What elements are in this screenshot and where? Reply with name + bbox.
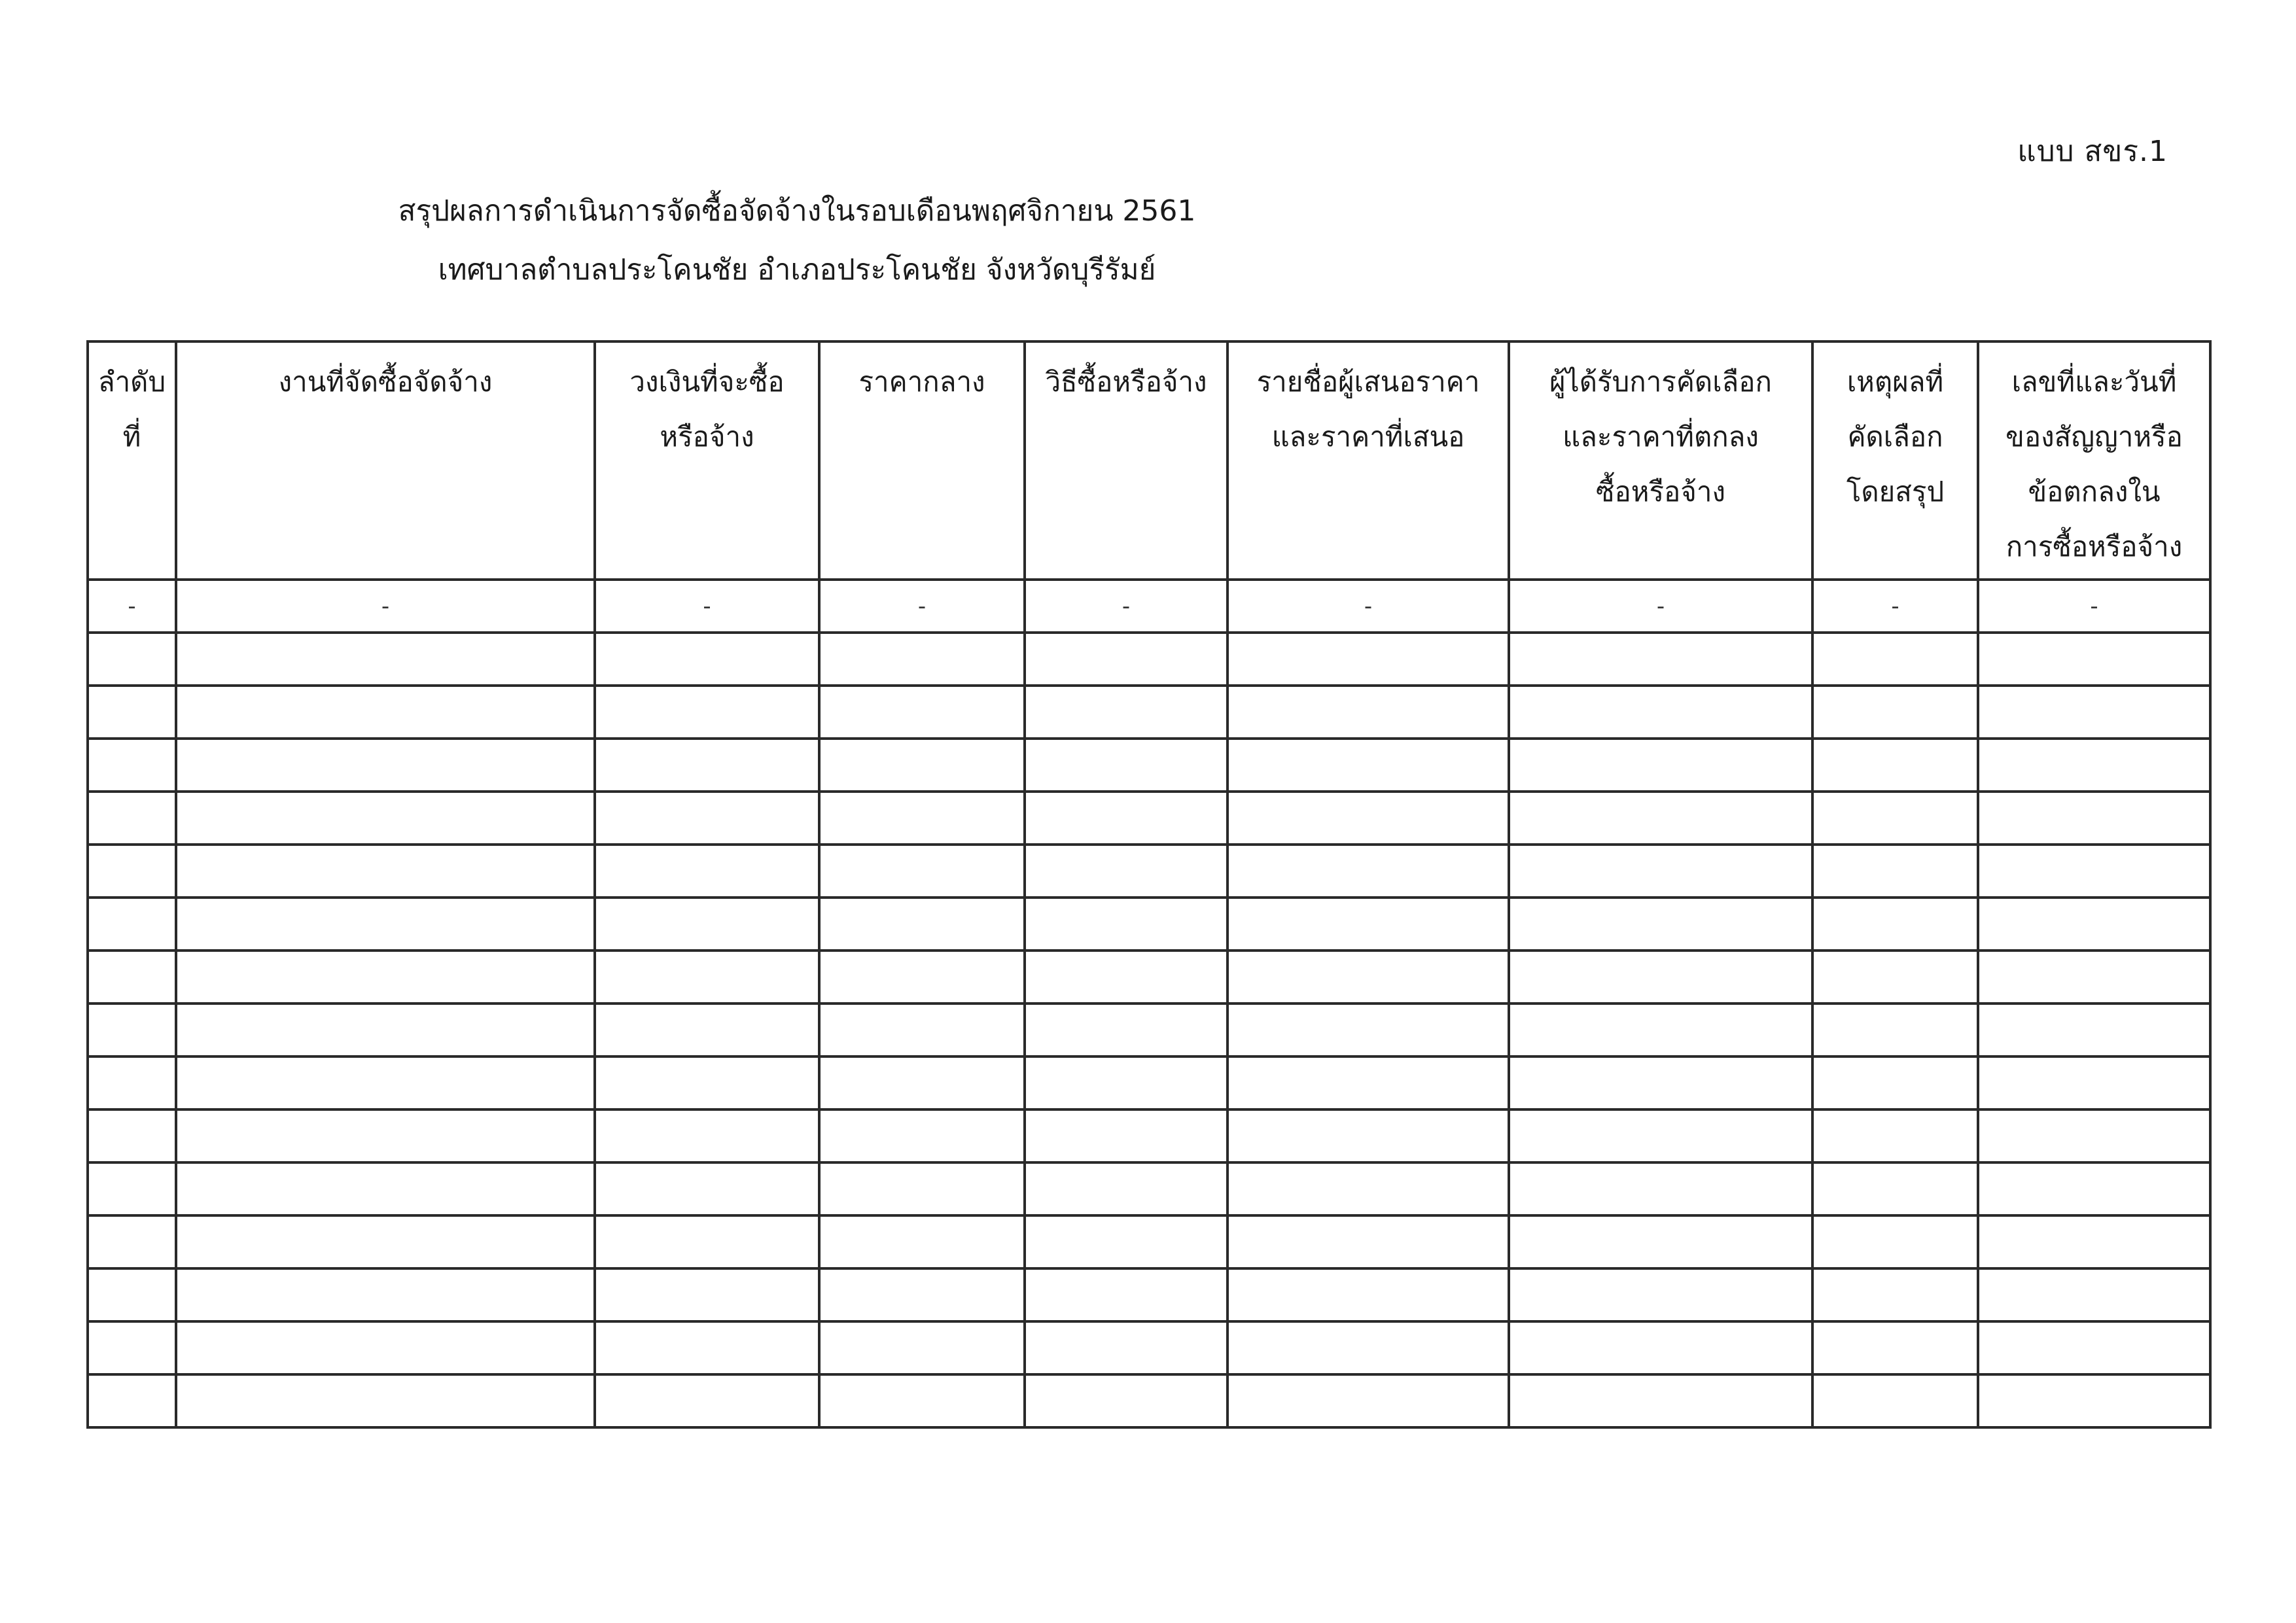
- cell-budget: [595, 951, 819, 1003]
- cell-no: [88, 1056, 176, 1109]
- cell-budget: -: [595, 580, 819, 633]
- cell-selected-vendor: [1509, 633, 1812, 686]
- cell-selected-vendor: [1509, 739, 1812, 792]
- cell-selected-vendor: [1509, 845, 1812, 898]
- cell-selected-vendor: [1509, 1162, 1812, 1215]
- cell-work-item: [176, 845, 595, 898]
- cell-selected-vendor: [1509, 1215, 1812, 1268]
- cell-reason: [1812, 1109, 1978, 1162]
- cell-budget: [595, 1162, 819, 1215]
- cell-work-item: [176, 633, 595, 686]
- cell-no: [88, 1109, 176, 1162]
- cell-no: [88, 845, 176, 898]
- cell-contract: [1978, 1268, 2210, 1321]
- cell-selected-vendor: [1509, 1003, 1812, 1056]
- cell-method: [1025, 686, 1227, 739]
- cell-contract: -: [1978, 580, 2210, 633]
- cell-budget: [595, 1321, 819, 1374]
- cell-reason: [1812, 633, 1978, 686]
- cell-method: [1025, 633, 1227, 686]
- cell-budget: [595, 1215, 819, 1268]
- cell-method: [1025, 792, 1227, 845]
- cell-budget: [595, 739, 819, 792]
- cell-no: [88, 1003, 176, 1056]
- cell-work-item: [176, 1109, 595, 1162]
- cell-median-price: [819, 739, 1025, 792]
- cell-bidders: [1227, 1321, 1509, 1374]
- cell-bidders: [1227, 1003, 1509, 1056]
- cell-method: [1025, 1321, 1227, 1374]
- table-row: [88, 580, 2210, 633]
- cell-work-item: [176, 792, 595, 845]
- header-work-item: งานที่จัดซื้อจัดจ้าง: [176, 341, 595, 580]
- cell-median-price: [819, 951, 1025, 1003]
- table-row: [88, 686, 2210, 739]
- cell-bidders: [1227, 633, 1509, 686]
- cell-reason: -: [1812, 580, 1978, 633]
- cell-median-price: [819, 1003, 1025, 1056]
- cell-no: [88, 686, 176, 739]
- cell-no: -: [88, 580, 176, 633]
- cell-bidders: -: [1227, 580, 1509, 633]
- cell-contract: [1978, 1056, 2210, 1109]
- cell-bidders: [1227, 1056, 1509, 1109]
- cell-median-price: [819, 1056, 1025, 1109]
- cell-selected-vendor: [1509, 792, 1812, 845]
- cell-bidders: [1227, 898, 1509, 951]
- cell-median-price: [819, 1162, 1025, 1215]
- header-method: วิธีซื้อหรือจ้าง: [1025, 341, 1227, 580]
- cell-contract: [1978, 845, 2210, 898]
- cell-contract: [1978, 1321, 2210, 1374]
- cell-selected-vendor: [1509, 1374, 1812, 1427]
- cell-median-price: [819, 633, 1025, 686]
- cell-selected-vendor: [1509, 1321, 1812, 1374]
- form-code: แบบ สขร.1: [2017, 135, 2168, 168]
- cell-selected-vendor: [1509, 686, 1812, 739]
- cell-no: [88, 1268, 176, 1321]
- cell-reason: [1812, 1003, 1978, 1056]
- table-row: [88, 898, 2210, 951]
- cell-method: [1025, 739, 1227, 792]
- header-no: ลำดับ ที่: [88, 341, 176, 580]
- cell-work-item: [176, 1056, 595, 1109]
- cell-median-price: [819, 1109, 1025, 1162]
- cell-median-price: [819, 1268, 1025, 1321]
- cell-contract: [1978, 633, 2210, 686]
- cell-contract: [1978, 1215, 2210, 1268]
- cell-method: [1025, 1056, 1227, 1109]
- cell-no: [88, 898, 176, 951]
- cell-work-item: [176, 898, 595, 951]
- header-contract: เลขที่และวันที่ ของสัญญาหรือ ข้อตกลงใน การซื้อหรือจ้าง: [1978, 341, 2210, 580]
- cell-no: [88, 633, 176, 686]
- page-title: สรุปผลการดำเนินการจัดซื้อจัดจ้างในรอบเดือนพฤศจิกายน 2561: [398, 194, 1196, 228]
- cell-reason: [1812, 1056, 1978, 1109]
- table-row: [88, 792, 2210, 845]
- cell-work-item: [176, 1374, 595, 1427]
- cell-reason: [1812, 686, 1978, 739]
- cell-budget: [595, 1056, 819, 1109]
- cell-method: [1025, 1215, 1227, 1268]
- cell-bidders: [1227, 739, 1509, 792]
- cell-reason: [1812, 845, 1978, 898]
- table-row: [88, 1321, 2210, 1374]
- cell-median-price: [819, 845, 1025, 898]
- header-median-price: ราคากลาง: [819, 341, 1025, 580]
- cell-no: [88, 1374, 176, 1427]
- table-row: [88, 1268, 2210, 1321]
- cell-reason: [1812, 792, 1978, 845]
- cell-bidders: [1227, 1162, 1509, 1215]
- table-row: [88, 739, 2210, 792]
- cell-budget: [595, 1003, 819, 1056]
- cell-method: -: [1025, 580, 1227, 633]
- table-row: [88, 1215, 2210, 1268]
- cell-selected-vendor: [1509, 1268, 1812, 1321]
- cell-median-price: [819, 686, 1025, 739]
- table-row: [88, 1162, 2210, 1215]
- cell-budget: [595, 1109, 819, 1162]
- cell-median-price: [819, 1321, 1025, 1374]
- cell-bidders: [1227, 845, 1509, 898]
- cell-reason: [1812, 1162, 1978, 1215]
- cell-reason: [1812, 1321, 1978, 1374]
- cell-no: [88, 1162, 176, 1215]
- header-bidders: รายชื่อผู้เสนอราคา และราคาที่เสนอ: [1227, 341, 1509, 580]
- cell-contract: [1978, 898, 2210, 951]
- cell-median-price: -: [819, 580, 1025, 633]
- cell-method: [1025, 845, 1227, 898]
- cell-median-price: [819, 898, 1025, 951]
- cell-no: [88, 951, 176, 1003]
- cell-contract: [1978, 686, 2210, 739]
- cell-bidders: [1227, 686, 1509, 739]
- cell-method: [1025, 1374, 1227, 1427]
- cell-contract: [1978, 1109, 2210, 1162]
- cell-bidders: [1227, 792, 1509, 845]
- cell-contract: [1978, 951, 2210, 1003]
- cell-method: [1025, 951, 1227, 1003]
- cell-selected-vendor: [1509, 898, 1812, 951]
- cell-no: [88, 739, 176, 792]
- cell-method: [1025, 1109, 1227, 1162]
- cell-selected-vendor: [1509, 1109, 1812, 1162]
- cell-budget: [595, 686, 819, 739]
- table-row: [88, 951, 2210, 1003]
- table-body: [88, 580, 2210, 1427]
- cell-work-item: [176, 951, 595, 1003]
- header-reason: เหตุผลที่ คัดเลือก โดยสรุป: [1812, 341, 1978, 580]
- cell-selected-vendor: [1509, 951, 1812, 1003]
- header-selected-vendor: ผู้ได้รับการคัดเลือก และราคาที่ตกลง ซื้อหรือจ้าง: [1509, 341, 1812, 580]
- cell-reason: [1812, 898, 1978, 951]
- cell-reason: [1812, 1268, 1978, 1321]
- title-block: [0, 182, 1594, 300]
- cell-method: [1025, 1268, 1227, 1321]
- cell-bidders: [1227, 1109, 1509, 1162]
- page-subtitle: เทศบาลตำบลประโคนชัย อำเภอประโคนชัย จังหวัดบุรีรัมย์: [438, 253, 1156, 287]
- cell-budget: [595, 898, 819, 951]
- cell-contract: [1978, 792, 2210, 845]
- cell-contract: [1978, 739, 2210, 792]
- cell-reason: [1812, 739, 1978, 792]
- cell-selected-vendor: -: [1509, 580, 1812, 633]
- cell-median-price: [819, 1374, 1025, 1427]
- table-row: [88, 1374, 2210, 1427]
- cell-work-item: [176, 1215, 595, 1268]
- cell-work-item: -: [176, 580, 595, 633]
- cell-bidders: [1227, 1374, 1509, 1427]
- table-row: [88, 633, 2210, 686]
- cell-method: [1025, 1003, 1227, 1056]
- procurement-table: [86, 340, 2212, 1429]
- cell-budget: [595, 1268, 819, 1321]
- cell-method: [1025, 898, 1227, 951]
- cell-no: [88, 1215, 176, 1268]
- cell-contract: [1978, 1162, 2210, 1215]
- cell-budget: [595, 1374, 819, 1427]
- cell-work-item: [176, 686, 595, 739]
- cell-contract: [1978, 1374, 2210, 1427]
- header-budget: วงเงินที่จะซื้อ หรือจ้าง: [595, 341, 819, 580]
- cell-method: [1025, 1162, 1227, 1215]
- cell-median-price: [819, 792, 1025, 845]
- cell-median-price: [819, 1215, 1025, 1268]
- cell-work-item: [176, 1321, 595, 1374]
- cell-budget: [595, 792, 819, 845]
- cell-selected-vendor: [1509, 1056, 1812, 1109]
- cell-no: [88, 1321, 176, 1374]
- cell-reason: [1812, 951, 1978, 1003]
- cell-budget: [595, 633, 819, 686]
- cell-reason: [1812, 1374, 1978, 1427]
- table-row: [88, 845, 2210, 898]
- cell-work-item: [176, 1162, 595, 1215]
- cell-bidders: [1227, 1215, 1509, 1268]
- cell-reason: [1812, 1215, 1978, 1268]
- table-row: [88, 1109, 2210, 1162]
- cell-work-item: [176, 1268, 595, 1321]
- cell-work-item: [176, 1003, 595, 1056]
- table-row: [88, 1003, 2210, 1056]
- cell-no: [88, 792, 176, 845]
- cell-bidders: [1227, 951, 1509, 1003]
- cell-work-item: [176, 739, 595, 792]
- table-header-row: [88, 341, 2210, 580]
- cell-budget: [595, 845, 819, 898]
- table-row: [88, 1056, 2210, 1109]
- cell-contract: [1978, 1003, 2210, 1056]
- cell-bidders: [1227, 1268, 1509, 1321]
